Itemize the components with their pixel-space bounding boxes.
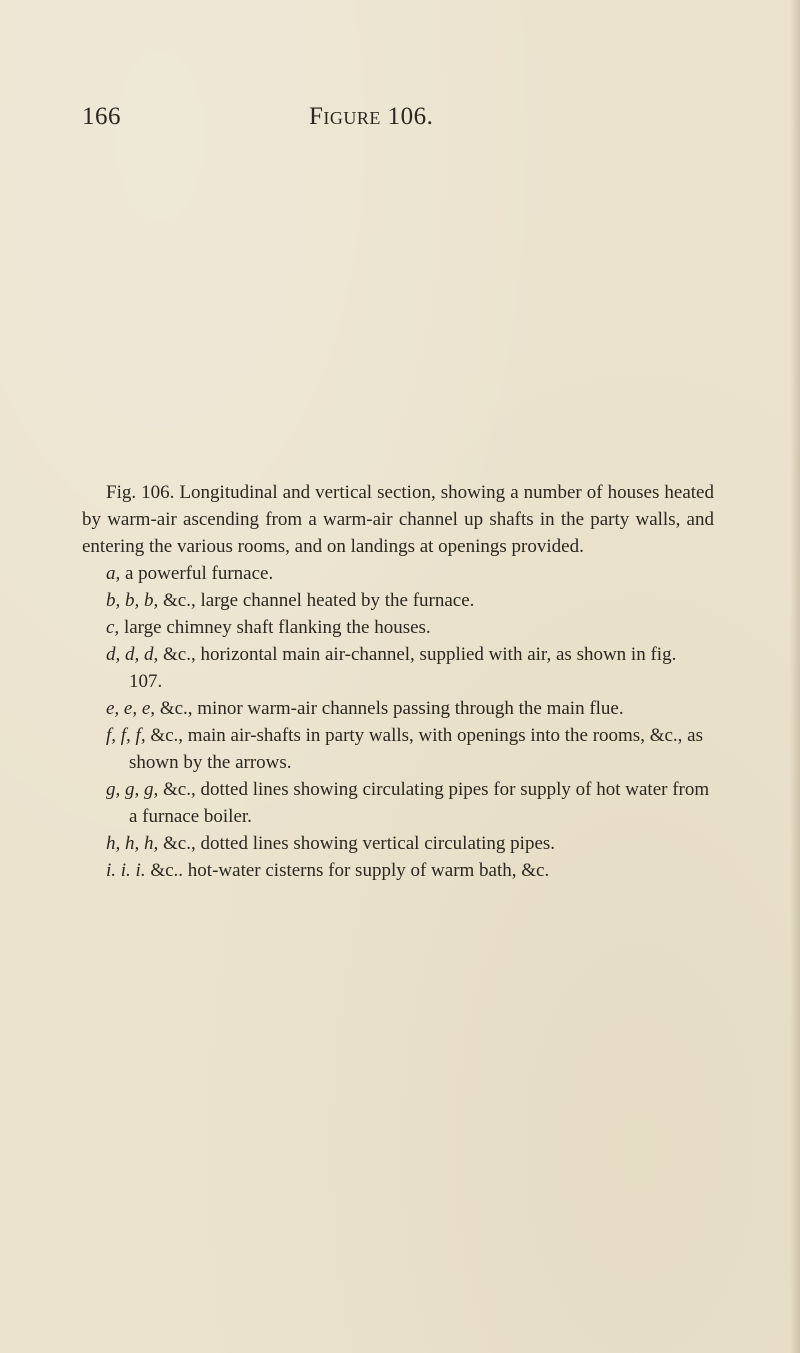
- caption-intro: Fig. 106. Longitudinal and vertical section, showing a number of houses heated by warm-air ascending from a warm-air channel up shafts in the party walls, and entering the various rooms, and on landings at openings provided.: [82, 482, 714, 557]
- legend-description: &c., dotted lines showing circulating pipes for supply of hot water from a furnace boiler.: [129, 779, 710, 827]
- legend-item-a: [82, 560, 714, 587]
- legend-key: a,: [106, 563, 121, 584]
- legend-key: g, g, g,: [106, 779, 159, 800]
- legend-description: a powerful furnace.: [120, 563, 274, 584]
- legend-key: f, f, f,: [106, 725, 146, 746]
- legend-item-c: [82, 614, 714, 641]
- legend-description: &c., large channel heated by the furnace.: [158, 590, 475, 611]
- legend-description: &c., dotted lines showing vertical circulating pipes.: [158, 833, 556, 854]
- legend-description: &c., minor warm-air channels passing through the main flue.: [155, 698, 624, 719]
- legend-description: large chimney shaft flanking the houses.: [119, 617, 431, 638]
- legend-item-b: [82, 587, 714, 614]
- running-head: [82, 100, 500, 134]
- legend-description: &c., main air-shafts in party walls, with openings into the rooms, &c., as shown by the arrows.: [129, 725, 703, 773]
- legend-item-f: [82, 722, 714, 776]
- legend-key: e, e, e,: [106, 698, 156, 719]
- legend-description: &c., horizontal main air-channel, supplied with air, as shown in fig. 107.: [129, 644, 677, 692]
- page-edge-shadow: [790, 0, 800, 1353]
- legend-item-h: [82, 830, 714, 857]
- legend-item-g: [82, 776, 714, 830]
- legend-item-i: [82, 857, 714, 884]
- legend-key: i. i. i.: [106, 860, 146, 881]
- legend-key: d, d, d,: [106, 644, 159, 665]
- legend-key: h, h, h,: [106, 833, 159, 854]
- legend-item-d: [82, 641, 714, 695]
- figure-heading: Figure 106.: [309, 103, 434, 130]
- legend-item-e: [82, 695, 714, 722]
- legend-description: &c.. hot-water cisterns for supply of warm bath, &c.: [145, 860, 550, 881]
- page-number: 166: [82, 103, 121, 130]
- legend-key: c,: [106, 617, 120, 638]
- legend-key: b, b, b,: [106, 590, 159, 611]
- figure-caption: [82, 479, 714, 884]
- caption-legend: [82, 560, 714, 884]
